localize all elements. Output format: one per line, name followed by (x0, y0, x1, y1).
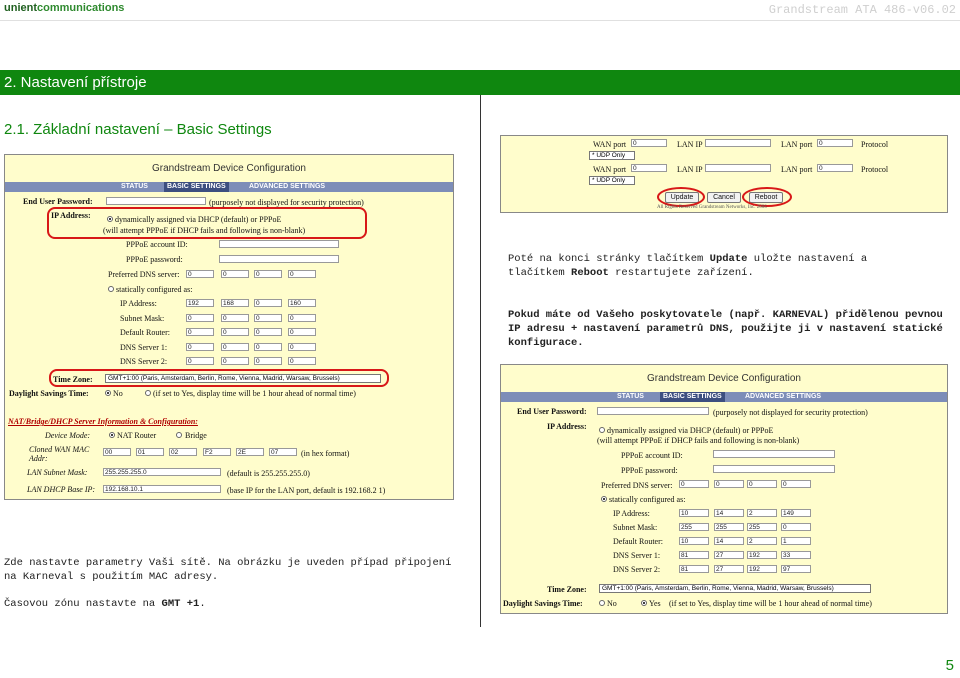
dst-note: (if set to Yes, display time will be 1 hour ahead of normal time) (153, 389, 356, 398)
subsection-heading: 2.1. Základní nastavení – Basic Settings (4, 121, 272, 138)
label-time-zone: Time Zone: (53, 375, 93, 384)
lan-port-input-2[interactable]: 0 (817, 164, 853, 172)
radio-dst-yes-2[interactable] (641, 600, 647, 606)
router-2-1[interactable]: 10 (679, 537, 709, 545)
pref-dns-4[interactable]: 0 (288, 270, 316, 278)
screenshot-update-reboot (500, 135, 948, 213)
tab-status-2[interactable]: STATUS (617, 393, 644, 400)
subnet-2-4[interactable]: 0 (781, 523, 811, 531)
radio-nat-router[interactable] (109, 432, 115, 438)
label-preferred-dns: Preferred DNS server: (108, 270, 180, 279)
dns1-1[interactable]: 0 (186, 343, 214, 351)
password-note: (purposely not displayed for security protection) (209, 198, 364, 207)
dns1-2[interactable]: 0 (221, 343, 249, 351)
dhcp-option: dynamically assigned via DHCP (default) or PPPoE (115, 215, 282, 224)
copyright: All Rights Reserved Grandstream Networks, Inc. 2006 (657, 205, 767, 210)
pppoe-password-input-2[interactable] (713, 465, 835, 473)
dst-note-2: (if set to Yes, display time will be 1 hour ahead of normal time) (669, 599, 872, 608)
mac-6[interactable]: 07 (269, 448, 297, 456)
label-dst: Daylight Savings Time: (9, 389, 89, 398)
subnet-2-1[interactable]: 255 (679, 523, 709, 531)
dhcp-option-2: dynamically assigned via DHCP (default) or PPPoE (607, 426, 774, 435)
password-input-2[interactable] (597, 407, 709, 415)
dns2-2-2[interactable]: 27 (714, 565, 744, 573)
subnet-1[interactable]: 0 (186, 314, 214, 322)
wan-port-input-2[interactable]: 0 (631, 164, 667, 172)
static-option-2: statically configured as: (609, 495, 686, 504)
pref-dns-2-2[interactable]: 0 (714, 480, 744, 488)
subnet-4[interactable]: 0 (288, 314, 316, 322)
label-router-2: Default Router: (613, 537, 663, 546)
instruction-update: Poté na konci stránky tlačítkem Update uložte nastavení a tlačítkem Reboot restartujete zařízení. (508, 253, 868, 279)
dns2-2-1[interactable]: 81 (679, 565, 709, 573)
static-ip-3[interactable]: 0 (254, 299, 282, 307)
tab-advanced-settings[interactable]: ADVANCED SETTINGS (249, 183, 326, 190)
wan-port-label: WAN port (593, 140, 627, 149)
dns2-2-4[interactable]: 97 (781, 565, 811, 573)
label-subnet: Subnet Mask: (120, 314, 165, 323)
label-pppoe-id-2: PPPoE account ID: (621, 451, 683, 460)
wan-port-input-1[interactable]: 0 (631, 139, 667, 147)
dns2-3[interactable]: 0 (254, 357, 282, 365)
highlight-time-zone (49, 369, 389, 387)
label-lan-mask: LAN Subnet Mask: (27, 468, 88, 477)
tab-advanced-settings-2[interactable]: ADVANCED SETTINGS (745, 393, 822, 400)
label-preferred-dns-2: Preferred DNS server: (601, 481, 673, 490)
section-heading: 2. Nastavení přístroje (0, 70, 960, 95)
column-divider (480, 95, 481, 627)
dst-yes-2: Yes (649, 599, 661, 608)
router-2-4[interactable]: 1 (781, 537, 811, 545)
gs-title: Grandstream Device Configuration (152, 163, 306, 174)
bridge: Bridge (185, 431, 207, 440)
wan-port-label-2: WAN port (593, 165, 627, 174)
lan-port-label: LAN port (781, 140, 813, 149)
screenshot-basic-settings-mac (4, 154, 454, 500)
screenshot-basic-settings-static (500, 364, 948, 614)
lan-ip-input-2[interactable] (705, 164, 771, 172)
tab-bar (5, 182, 453, 192)
router-3[interactable]: 0 (254, 328, 282, 336)
dns2-4[interactable]: 0 (288, 357, 316, 365)
nat-router: NAT Router (117, 431, 157, 440)
gs-title-2: Grandstream Device Configuration (647, 373, 801, 384)
lan-dhcp-note: (base IP for the LAN port, default is 192.168.2 1) (227, 486, 386, 495)
label-static-ip: IP Address: (120, 299, 157, 308)
pppoe-password-input[interactable] (219, 255, 339, 263)
label-ip-address: IP Address: (51, 211, 91, 220)
label-pppoe-password-2: PPPoE password: (621, 466, 678, 475)
label-dns1-2: DNS Server 1: (613, 551, 661, 560)
highlight-ip-address (47, 207, 367, 239)
router-2-3[interactable]: 2 (747, 537, 777, 545)
protocol-select-2[interactable]: * UDP Only (589, 176, 635, 185)
label-lan-dhcp: LAN DHCP Base IP: (27, 485, 96, 494)
lan-dhcp-input[interactable]: 192.168.10.1 (103, 485, 221, 493)
dhcp-note-2: (will attempt PPPoE if DHCP fails and following is non-blank) (597, 436, 800, 445)
router-2-2[interactable]: 14 (714, 537, 744, 545)
label-static-ip-2: IP Address: (613, 509, 650, 518)
label-router: Default Router: (120, 328, 170, 337)
label-dns2: DNS Server 2: (120, 357, 168, 366)
dst-no-2: No (607, 599, 617, 608)
label-end-user-password: End User Password: (23, 197, 93, 206)
mac-2[interactable]: 01 (136, 448, 164, 456)
header-rule (0, 20, 960, 21)
password-input[interactable] (106, 197, 206, 205)
subnet-2-2[interactable]: 255 (714, 523, 744, 531)
mac-1[interactable]: 00 (103, 448, 131, 456)
dns2-2[interactable]: 0 (221, 357, 249, 365)
instruction-network: Zde nastavte parametry Vaši sítě. Na obrázku je uveden případ připojení na Karneval s použitím MAC adresy. (4, 557, 452, 583)
mac-4[interactable]: F2 (203, 448, 231, 456)
lan-mask-note: (default is 255.255.255.0) (227, 469, 310, 478)
protocol-select-1[interactable]: * UDP Only (589, 151, 635, 160)
router-1[interactable]: 0 (186, 328, 214, 336)
pppoe-id-input-2[interactable] (713, 450, 835, 458)
dns1-3[interactable]: 0 (254, 343, 282, 351)
protocol-label: Protocol (861, 140, 889, 149)
subnet-2-3[interactable]: 255 (747, 523, 777, 531)
pref-dns-2-1[interactable]: 0 (679, 480, 709, 488)
radio-static[interactable] (108, 286, 114, 292)
radio-dst-no[interactable] (105, 390, 111, 396)
lan-ip-label: LAN IP (677, 140, 703, 149)
tab-basic-settings-2[interactable]: BASIC SETTINGS (660, 392, 725, 402)
radio-static-2[interactable] (601, 496, 607, 502)
lan-ip-label-2: LAN IP (677, 165, 703, 174)
label-device-mode: Device Mode: (45, 431, 91, 440)
label-pppoe-password: PPPoE password: (126, 255, 183, 264)
label-end-user-password-2: End User Password: (517, 407, 587, 416)
label-cloned-mac: Cloned WAN MAC Addr: (29, 445, 90, 463)
highlight-update (657, 187, 705, 207)
lan-port-input-1[interactable]: 0 (817, 139, 853, 147)
dhcp-note: (will attempt PPPoE if DHCP fails and following is non-blank) (103, 226, 306, 235)
cancel-button[interactable]: Cancel (707, 192, 741, 203)
dns1-4[interactable]: 0 (288, 343, 316, 351)
static-ip-4[interactable]: 160 (288, 299, 316, 307)
subnet-3[interactable]: 0 (254, 314, 282, 322)
reboot-button[interactable]: Reboot (749, 192, 783, 203)
router-2[interactable]: 0 (221, 328, 249, 336)
dns1-2-2[interactable]: 27 (714, 551, 744, 559)
label-pppoe-id: PPPoE account ID: (126, 240, 188, 249)
nat-heading: NAT/Bridge/DHCP Server Information & Configuration: (8, 417, 198, 426)
pppoe-id-input[interactable] (219, 240, 339, 248)
company-logo: unientcommunications (4, 2, 125, 14)
mac-3[interactable]: 02 (169, 448, 197, 456)
static-ip-1[interactable]: 192 (186, 299, 214, 307)
document-title: Grandstream ATA 486-v06.02 (768, 3, 956, 17)
label-subnet-2: Subnet Mask: (613, 523, 658, 532)
static-ip-2[interactable]: 168 (221, 299, 249, 307)
label-dns1: DNS Server 1: (120, 343, 168, 352)
label-dns2-2: DNS Server 2: (613, 565, 661, 574)
radio-dst-yes[interactable] (145, 390, 151, 396)
radio-dhcp-2[interactable] (599, 427, 605, 433)
ip-2-2[interactable]: 14 (714, 509, 744, 517)
mac-5[interactable]: 2E (236, 448, 264, 456)
radio-bridge[interactable] (176, 432, 182, 438)
dns2-2-3[interactable]: 192 (747, 565, 777, 573)
pref-dns-2-4[interactable]: 0 (781, 480, 811, 488)
ip-2-4[interactable]: 149 (781, 509, 811, 517)
lan-port-label-2: LAN port (781, 165, 813, 174)
tab-bar-2 (501, 392, 947, 402)
tab-basic-settings[interactable]: BASIC SETTINGS (164, 182, 229, 192)
lan-mask-input[interactable]: 255.255.255.0 (103, 468, 221, 476)
pref-dns-1[interactable]: 0 (186, 270, 214, 278)
label-dst-2: Daylight Savings Time: (503, 599, 583, 608)
protocol-label-2: Protocol (861, 165, 889, 174)
pref-dns-3[interactable]: 0 (254, 270, 282, 278)
update-button[interactable]: Update (665, 192, 699, 203)
radio-dst-no-2[interactable] (599, 600, 605, 606)
dns1-2-4[interactable]: 33 (781, 551, 811, 559)
pref-dns-2[interactable]: 0 (221, 270, 249, 278)
ip-2-3[interactable]: 2 (747, 509, 777, 517)
pref-dns-2-3[interactable]: 0 (747, 480, 777, 488)
lan-ip-input-1[interactable] (705, 139, 771, 147)
instruction-static: Pokud máte od Vašeho poskytovatele (např. KARNEVAL) přidělenou pevnou IP adresu + nastavení parametrů DNS, použijte ji v nastavení statické konfigurace. (508, 309, 943, 349)
hex-note: (in hex format) (301, 449, 350, 458)
static-option: statically configured as: (116, 285, 193, 294)
time-zone-select[interactable]: GMT+1:00 (Paris, Amsterdam, Berlin, Rome, Vienna, Madrid, Warsaw, Brussels) (105, 374, 381, 383)
highlight-reboot (742, 187, 792, 207)
subnet-2[interactable]: 0 (221, 314, 249, 322)
label-time-zone-2: Time Zone: (547, 585, 587, 594)
dns2-1[interactable]: 0 (186, 357, 214, 365)
password-note-2: (purposely not displayed for security protection) (713, 408, 868, 417)
dns1-2-1[interactable]: 81 (679, 551, 709, 559)
dns1-2-3[interactable]: 192 (747, 551, 777, 559)
dst-no: No (113, 389, 123, 398)
router-4[interactable]: 0 (288, 328, 316, 336)
tab-status[interactable]: STATUS (121, 183, 148, 190)
instruction-timezone: Časovou zónu nastavte na GMT +1. (4, 598, 206, 610)
label-ip-address-2: IP Address: (547, 422, 587, 431)
page-number: 5 (945, 657, 954, 674)
ip-2-1[interactable]: 10 (679, 509, 709, 517)
time-zone-select-2[interactable]: GMT+1:00 (Paris, Amsterdam, Berlin, Rome, Vienna, Madrid, Warsaw, Brussels) (599, 584, 871, 593)
